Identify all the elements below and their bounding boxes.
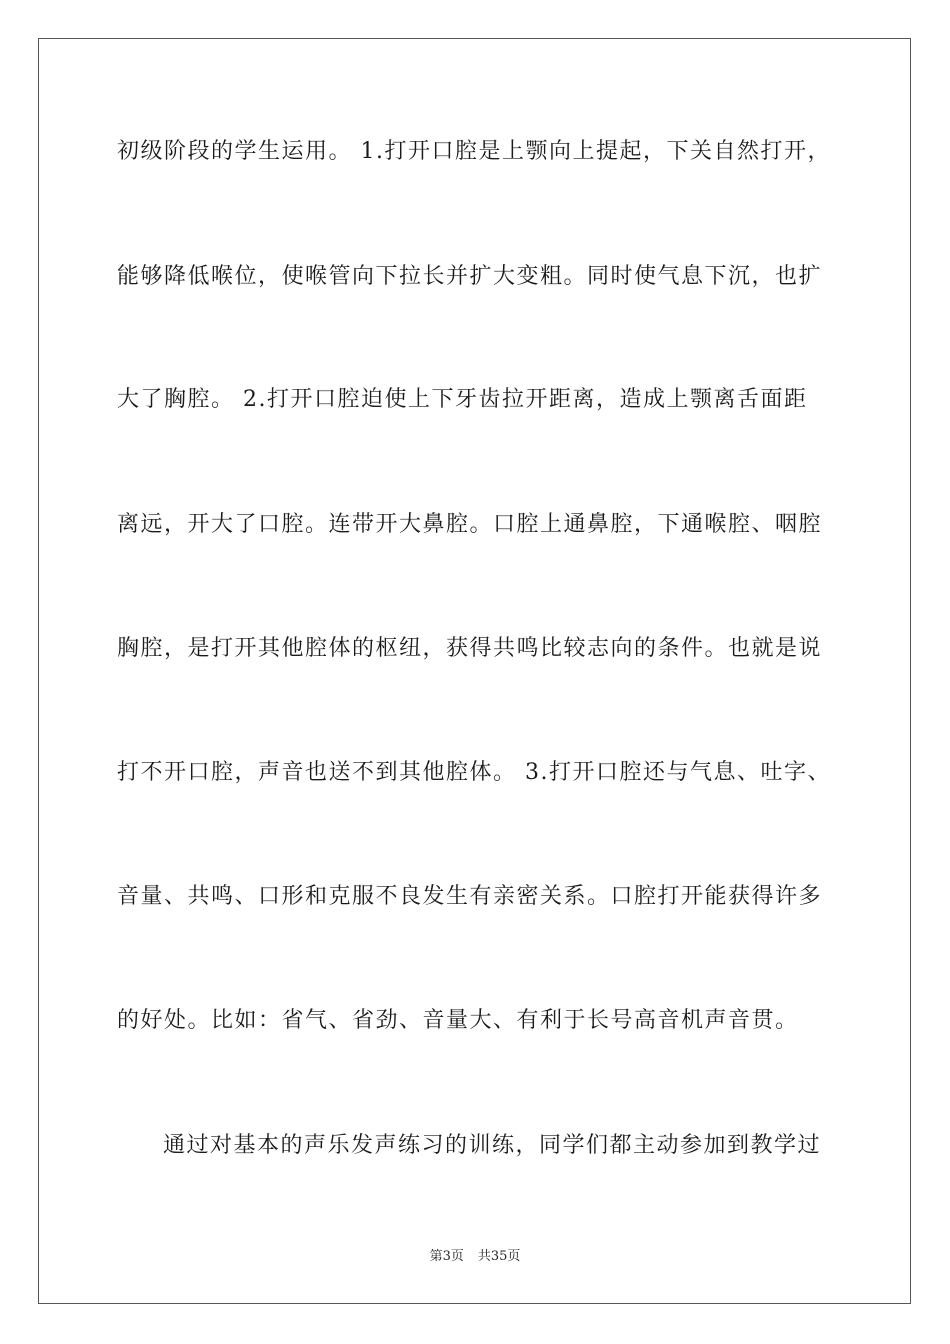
- body-line-4: 离远，开大了口腔。连带开大鼻腔。口腔上通鼻腔，下通喉腔、咽腔: [117, 512, 823, 537]
- page-border: [38, 38, 911, 1304]
- body-line-1: 初级阶段的学生运用。 1.打开口腔是上颚向上提起，下关自然打开，: [117, 139, 831, 164]
- body-line-8: 的好处。比如：省气、省劲、音量大、有利于长号高音机声音贯。: [117, 1008, 799, 1033]
- body-line-3: 大了胸腔。 2.打开口腔迫使上下牙齿拉开距离，造成上颚离舌面距: [117, 387, 808, 412]
- page-number: 第3页: [429, 1249, 464, 1264]
- page-footer: [0, 1249, 950, 1265]
- body-line-6: 打不开口腔，声音也送不到其他腔体。 3.打开口腔还与气息、吐字、: [117, 760, 831, 785]
- body-line-2: 能够降低喉位，使喉管向下拉长并扩大变粗。同时使气息下沉，也扩: [117, 264, 823, 289]
- body-line-5: 胸腔，是打开其他腔体的枢纽，获得共鸣比较志向的条件。也就是说: [117, 636, 823, 661]
- body-line-9-paragraph-start: 通过对基本的声乐发声练习的训练，同学们都主动参加到教学过: [163, 1133, 822, 1158]
- total-pages: 共35页: [477, 1249, 521, 1264]
- body-line-7: 音量、共鸣、口形和克服不良发生有亲密关系。口腔打开能获得许多: [117, 884, 823, 909]
